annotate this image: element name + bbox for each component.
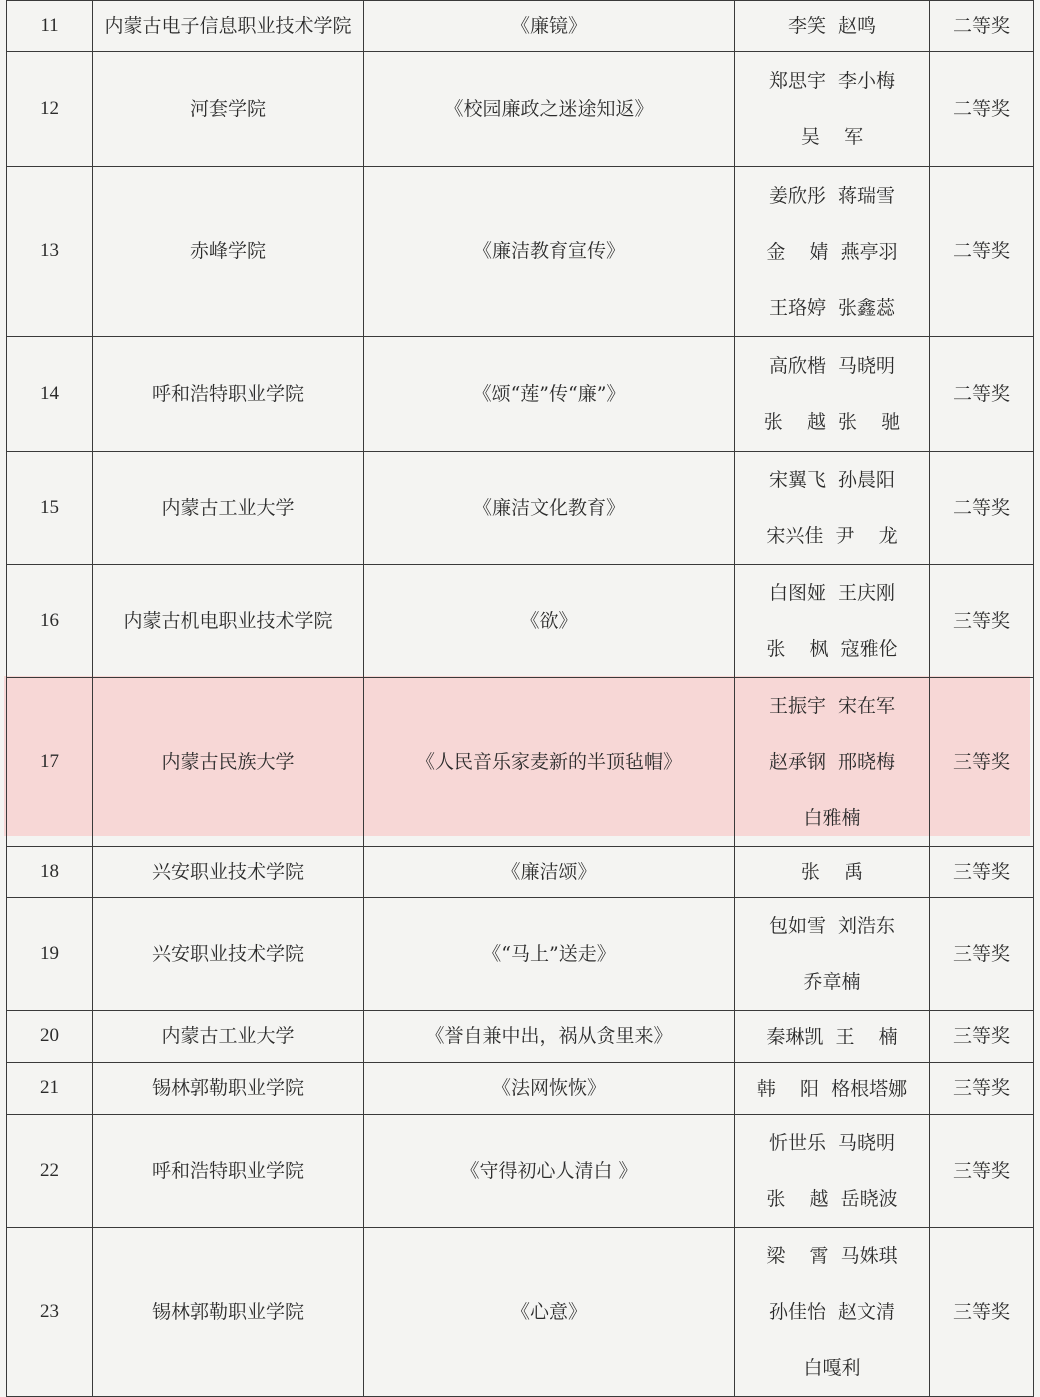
school-cell: 锡林郭勒职业学院 — [93, 1063, 364, 1115]
table-row — [7, 452, 1034, 565]
table-row — [7, 1011, 1034, 1063]
author-line: 李笑 赵鸣 — [787, 15, 877, 37]
table-row — [7, 565, 1034, 678]
table-row — [7, 1115, 1034, 1228]
authors-cell — [735, 1063, 930, 1115]
work-title-cell: 《誉自兼中出，祸从贪里来》 — [364, 1011, 735, 1063]
row-number-cell: 13 — [7, 167, 93, 337]
row-number-cell: 22 — [7, 1115, 93, 1228]
school-cell: 呼和浩特职业学院 — [93, 337, 364, 452]
award-cell: 三等奖 — [930, 1063, 1034, 1115]
work-title-cell: 《欲》 — [364, 565, 735, 678]
author-line: 王振宇 宋在军 — [768, 695, 896, 717]
row-number-cell: 20 — [7, 1011, 93, 1063]
author-line: 高欣楷 马晓明 — [768, 355, 896, 377]
school-cell: 内蒙古机电职业技术学院 — [93, 565, 364, 678]
author-line: 张 枫 寇雅伦 — [766, 638, 898, 660]
authors-cell — [735, 1, 930, 52]
work-title-cell: 《廉洁文化教育》 — [364, 452, 735, 565]
table-row — [7, 1063, 1034, 1115]
award-cell: 二等奖 — [930, 1, 1034, 52]
author-line: 包如雪 刘浩东 — [768, 915, 896, 937]
row-number-cell: 23 — [7, 1228, 93, 1397]
work-title-cell: 《守得初心人清白 》 — [364, 1115, 735, 1228]
author-line: 孙佳怡 赵文清 — [768, 1301, 896, 1323]
awards-table — [6, 0, 1034, 1397]
work-title-cell: 《人民音乐家麦新的半顶毡帽》 — [364, 678, 735, 847]
author-line: 张 越 张 驰 — [763, 411, 901, 433]
author-line: 乔章楠 — [803, 971, 861, 993]
row-number-cell: 16 — [7, 565, 93, 678]
school-cell: 兴安职业技术学院 — [93, 847, 364, 898]
table-row — [7, 167, 1034, 337]
author-line: 姜欣彤 蒋瑞雪 — [768, 184, 896, 207]
award-cell: 三等奖 — [930, 1115, 1034, 1228]
author-line: 赵承钢 邢晓梅 — [768, 751, 896, 773]
work-title-cell: 《校园廉政之迷途知返》 — [364, 52, 735, 167]
table-row — [7, 678, 1034, 847]
award-cell: 三等奖 — [930, 565, 1034, 678]
school-cell: 河套学院 — [93, 52, 364, 167]
row-number-cell: 15 — [7, 452, 93, 565]
school-cell: 内蒙古工业大学 — [93, 452, 364, 565]
authors-cell — [735, 847, 930, 898]
work-title-cell: 《心意》 — [364, 1228, 735, 1397]
awards-table-body — [7, 1, 1034, 1397]
row-number-cell: 12 — [7, 52, 93, 167]
authors-cell — [735, 337, 930, 452]
award-cell: 二等奖 — [930, 167, 1034, 337]
author-line: 白嘎利 — [803, 1357, 861, 1379]
award-cell: 三等奖 — [930, 847, 1034, 898]
award-cell: 三等奖 — [930, 898, 1034, 1011]
row-number-cell: 17 — [7, 678, 93, 847]
row-number-cell: 21 — [7, 1063, 93, 1115]
school-cell: 呼和浩特职业学院 — [93, 1115, 364, 1228]
authors-cell — [735, 565, 930, 678]
work-title-cell: 《颂“莲”传“廉”》 — [364, 337, 735, 452]
table-row — [7, 52, 1034, 167]
row-number-cell: 18 — [7, 847, 93, 898]
author-line: 梁 霄 马姝琪 — [766, 1245, 898, 1267]
school-cell: 内蒙古工业大学 — [93, 1011, 364, 1063]
author-line: 忻世乐 马晓明 — [768, 1132, 896, 1154]
table-row — [7, 1, 1034, 52]
award-cell: 三等奖 — [930, 1228, 1034, 1397]
author-line: 王珞婷 张鑫蕊 — [768, 296, 896, 319]
authors-cell — [735, 1115, 930, 1228]
work-title-cell: 《“马上”送走》 — [364, 898, 735, 1011]
authors-cell — [735, 1228, 930, 1397]
author-line: 白图娅 王庆刚 — [768, 582, 896, 604]
school-cell: 锡林郭勒职业学院 — [93, 1228, 364, 1397]
table-row — [7, 847, 1034, 898]
table-row — [7, 898, 1034, 1011]
authors-cell — [735, 452, 930, 565]
row-number-cell: 11 — [7, 1, 93, 52]
authors-cell — [735, 678, 930, 847]
author-line: 张 禹 — [800, 861, 864, 883]
school-cell: 赤峰学院 — [93, 167, 364, 337]
row-number-cell: 14 — [7, 337, 93, 452]
authors-cell — [735, 1011, 930, 1063]
author-line: 吴 军 — [800, 126, 864, 148]
award-cell: 三等奖 — [930, 1011, 1034, 1063]
award-cell: 二等奖 — [930, 52, 1034, 167]
author-line: 张 越 岳晓波 — [766, 1188, 898, 1210]
work-title-cell: 《廉洁颂》 — [364, 847, 735, 898]
work-title-cell: 《廉镜》 — [364, 1, 735, 52]
school-cell: 兴安职业技术学院 — [93, 898, 364, 1011]
school-cell: 内蒙古民族大学 — [93, 678, 364, 847]
author-line: 郑思宇 李小梅 — [768, 70, 896, 92]
table-row — [7, 1228, 1034, 1397]
work-title-cell: 《廉洁教育宣传》 — [364, 167, 735, 337]
authors-cell — [735, 898, 930, 1011]
table-row — [7, 337, 1034, 452]
authors-cell — [735, 52, 930, 167]
author-line: 韩 阳 格根塔娜 — [756, 1077, 908, 1100]
award-cell: 二等奖 — [930, 337, 1034, 452]
row-number-cell: 19 — [7, 898, 93, 1011]
award-cell: 三等奖 — [930, 678, 1034, 847]
authors-cell — [735, 167, 930, 337]
author-line: 秦琳凯 王 楠 — [766, 1025, 898, 1048]
work-title-cell: 《法网恢恢》 — [364, 1063, 735, 1115]
school-cell: 内蒙古电子信息职业技术学院 — [93, 1, 364, 52]
author-line: 白雅楠 — [803, 807, 861, 829]
author-line: 宋兴佳 尹 龙 — [766, 525, 898, 547]
award-cell: 二等奖 — [930, 452, 1034, 565]
author-line: 金 婧 燕亭羽 — [766, 240, 898, 263]
author-line: 宋翼飞 孙晨阳 — [768, 469, 896, 491]
